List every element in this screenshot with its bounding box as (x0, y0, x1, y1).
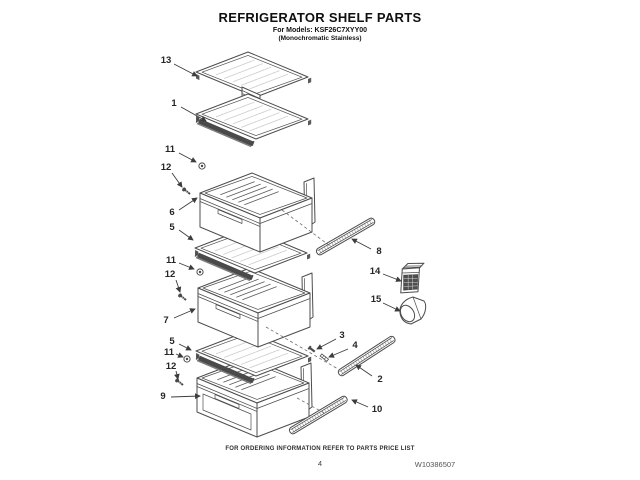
callout-15: 15 (370, 294, 382, 305)
finish-line: (Monochromatic Stainless) (278, 35, 362, 42)
part-shelf-assembly-1 (196, 94, 311, 147)
page-title: REFRIGERATOR SHELF PARTS (218, 10, 422, 25)
callout-14: 14 (369, 266, 381, 277)
callout-4: 4 (352, 340, 358, 351)
part-stud-11b (197, 269, 203, 275)
callout-12b: 12 (164, 269, 176, 280)
part-screw-12a (181, 187, 190, 194)
page-number: 4 (317, 459, 323, 468)
callout-11b: 11 (165, 255, 177, 266)
callout-3: 3 (339, 330, 345, 341)
callout-8: 8 (376, 246, 382, 257)
part-stud-11a (199, 163, 205, 169)
callout-5a: 5 (169, 222, 175, 233)
callout-9: 9 (160, 391, 166, 402)
callout-2: 2 (377, 374, 383, 385)
part-drawer-7 (198, 268, 313, 347)
callout-12c: 12 (165, 361, 177, 372)
document-number: W10386507 (414, 460, 456, 469)
ordering-note: FOR ORDERING INFORMATION REFER TO PARTS PRICE LIST (225, 446, 415, 452)
part-grille-box-14 (400, 261, 424, 295)
callout-12a: 12 (160, 162, 172, 173)
callout-10: 10 (371, 404, 383, 415)
callout-5b: 5 (169, 336, 175, 347)
callout-6: 6 (169, 207, 175, 218)
part-rail-8 (315, 217, 376, 256)
callout-11a: 11 (164, 144, 176, 155)
part-screw-3 (308, 345, 316, 353)
part-screw-12c (174, 378, 183, 385)
callout-13: 13 (160, 55, 172, 66)
part-stud-11c (184, 356, 190, 362)
part-spacer-4 (320, 354, 328, 361)
part-rail-2 (337, 335, 396, 377)
models-line: For Models: KSF26C7XYY00 (272, 27, 368, 34)
part-screw-12b (177, 293, 186, 300)
callout-1: 1 (171, 98, 177, 109)
part-deflector-15 (397, 297, 425, 324)
callout-11c: 11 (163, 347, 175, 358)
header (0, 10, 640, 42)
callout-7: 7 (163, 315, 169, 326)
